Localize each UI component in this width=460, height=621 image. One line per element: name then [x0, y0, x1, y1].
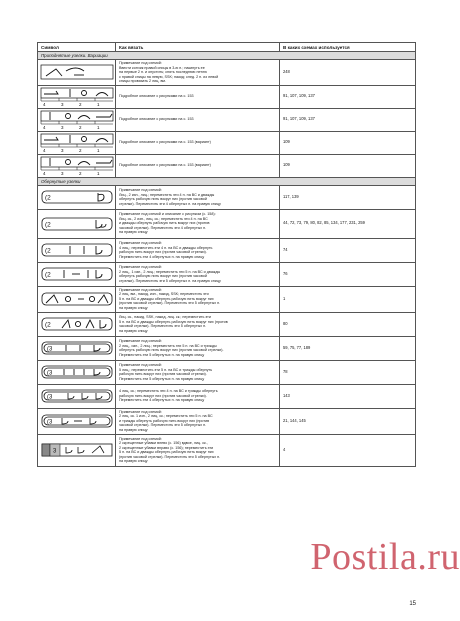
how-line: 4 лиц. ск.; переместить эти 4 п. на ВС и трижды обернуть	[119, 389, 218, 394]
how-line: на правую спицу	[119, 427, 148, 432]
how-line: Примечание под схемой:	[119, 287, 162, 292]
how-line: Примечание под схемой:	[119, 241, 162, 245]
svg-text:(3: (3	[47, 394, 53, 401]
how-line: Примечание под схемой:	[119, 436, 162, 441]
symbol-cell	[38, 238, 116, 262]
symbol-cell	[38, 360, 116, 384]
how-to-knit-cell	[116, 185, 280, 209]
knit-symbol-icon	[40, 110, 113, 130]
how-line: Подробное описание с рисунками на с. 153	[119, 117, 194, 122]
used-in-cell: 21, 144, 145	[280, 408, 416, 434]
table-row	[38, 262, 416, 286]
symbol-cell	[38, 434, 116, 466]
svg-text:(3: (3	[47, 346, 53, 353]
how-to-knit-cell	[116, 108, 280, 131]
how-to-knit-cell	[116, 154, 280, 177]
how-line: Переместить эти 5 обернутых п. на правую спицу	[119, 352, 205, 357]
how-line: 5 п. на ВС и дважды обернуть рабочую нить вокруг них (против	[119, 319, 228, 324]
how-line: Подробное описание с рисунками на с. 153	[119, 94, 194, 99]
how-to-knit-cell	[116, 209, 280, 238]
svg-text:(2: (2	[45, 271, 51, 279]
how-line: на правую спицу	[119, 230, 148, 235]
table-row	[38, 85, 416, 108]
knit-symbol-icon	[40, 412, 113, 430]
how-to-knit-cell	[116, 286, 280, 312]
knit-symbol-icon	[40, 63, 113, 81]
page-number: 15	[409, 601, 416, 607]
knit-symbol-icon	[40, 156, 113, 176]
knit-symbol-icon	[40, 290, 113, 308]
section-title: Приподнятые узелки. Вариации	[38, 52, 416, 60]
how-line: и трижды обернуть рабочую нить вокруг них (против	[119, 418, 210, 423]
how-to-knit-cell	[116, 85, 280, 108]
how-to-knit-cell	[116, 131, 280, 154]
how-line: 4 лиц.; переместить эти 4 п. на ВС и дважды обернуть	[119, 245, 213, 250]
how-line: Переместить эти 4 обернутых п. на правую спицу	[119, 254, 205, 259]
how-line: 2 скрещенные убавки вправо (с. 156); переместить эти	[119, 445, 214, 450]
how-line: Лиц., 2 изн., лиц.; переместить эти 4 п. на ВС и дважды	[119, 192, 215, 197]
how-line: Примечание под схемой:	[119, 265, 162, 269]
how-line: Ввести кончик правой спицы в 3-ю п.; накинуть ее	[119, 65, 205, 70]
how-line: Примечание под схемой и описание с рисунком (с. 158):	[119, 212, 216, 217]
how-line: часовой стрелки). Переместить эти 4 обернутых п.	[119, 225, 207, 230]
used-in-cell: 109	[280, 131, 416, 154]
sym-num-3: 3	[61, 170, 64, 176]
how-line: 2 лиц. ск. 1 изн., 2 лиц. ск.; переместить эти 5 п. на ВС	[119, 414, 213, 419]
knit-symbol-icon	[40, 441, 113, 459]
sym-num-1: 1	[97, 147, 100, 153]
how-line: на правую спицу	[119, 305, 148, 310]
how-to-knit-cell	[116, 312, 280, 336]
svg-text:(2: (2	[45, 247, 51, 255]
table-row	[38, 384, 416, 408]
sym-num-3: 3	[61, 147, 64, 153]
knit-symbol-icon	[40, 363, 113, 381]
how-to-knit-cell	[116, 434, 280, 466]
used-in-cell: 117, 139	[280, 185, 416, 209]
knit-symbol-icon	[40, 188, 113, 206]
used-in-cell: 91, 107, 109, 137	[280, 85, 416, 108]
how-line: часовой стрелки). Переместить эти 5 обернутых п.	[119, 324, 207, 328]
used-in-cell: 44, 72, 73, 79, 80, 82, 85, 134, 177, 231, 259	[280, 209, 416, 238]
symbol-cell	[38, 286, 116, 312]
how-line: рабочую нить вокруг них (против часовой стрелки).	[119, 372, 207, 376]
how-line: обернуть рабочую нить вокруг них (против часовой стрелки).	[119, 348, 224, 352]
table-row	[38, 209, 416, 238]
how-line: 5 п. на ВС и дважды обернуть рабочую нить вокруг них	[119, 450, 214, 454]
table-row	[38, 434, 416, 466]
how-line: Подробное описание с рисунками на с. 153 (вариант)	[119, 163, 211, 168]
sym-num-4: 4	[43, 124, 46, 130]
header-symbol: Символ	[38, 43, 116, 52]
knit-symbol-icon	[40, 133, 113, 153]
table-row	[38, 312, 416, 336]
how-line: стрелки). Переместить эти 4 обернутых п. на правую спицу	[119, 201, 221, 206]
symbol-cell	[38, 384, 116, 408]
table-row	[38, 408, 416, 434]
symbol-cell	[38, 209, 116, 238]
how-line: Переместить эти 4 обернутых п. на правую спицу	[119, 398, 205, 403]
how-line: 2 скрещенные убавки влево (с. 156) вдвое, лиц. ск.,	[119, 441, 208, 445]
used-in-cell: 143	[280, 384, 416, 408]
used-in-cell: 4	[280, 434, 416, 466]
svg-text:(2: (2	[45, 221, 51, 228]
svg-text:(3: (3	[47, 419, 53, 426]
table-row	[38, 154, 416, 177]
sym-num-4: 4	[43, 147, 46, 153]
knit-symbol-icon	[40, 215, 113, 233]
used-in-cell: 109	[280, 154, 416, 177]
svg-text:(2: (2	[45, 194, 51, 202]
used-in-cell: 1	[280, 286, 416, 312]
how-line: Примечание под схемой:	[119, 339, 162, 343]
knit-symbol-icon	[40, 387, 113, 405]
knit-symbol-icon	[40, 241, 113, 259]
knit-symbol-icon	[40, 265, 113, 283]
svg-text:3: 3	[53, 448, 57, 455]
how-line: Примечание под схемой:	[119, 61, 162, 65]
symbol-cell	[38, 262, 116, 286]
used-in-cell: 80	[280, 312, 416, 336]
symbol-cell	[38, 312, 116, 336]
how-line: Лиц. ск., накид, SSK, накид, лиц. ск.; переместить эти	[119, 315, 211, 319]
how-line: рабочую нить вокруг них (против часовой стрелки).	[119, 250, 207, 254]
how-to-knit-cell	[116, 360, 280, 384]
table-row	[38, 286, 416, 312]
section-row-wrapped-knots	[38, 177, 416, 185]
used-in-cell: 91, 107, 109, 137	[280, 108, 416, 131]
table-row	[38, 131, 416, 154]
how-to-knit-cell	[116, 60, 280, 86]
knit-symbol-icon	[40, 315, 113, 333]
watermark: Postila.ru	[310, 536, 460, 578]
section-row-raised-knots	[38, 52, 416, 60]
symbol-cell	[38, 108, 116, 131]
used-in-cell: 74	[280, 238, 416, 262]
how-line: Примечание под схемой:	[119, 363, 162, 367]
sym-num-2: 2	[79, 101, 82, 107]
sym-num-2: 2	[79, 170, 82, 176]
how-to-knit-cell	[116, 238, 280, 262]
how-line: спицы провязать 2 лиц. вм.	[119, 79, 166, 83]
how-line: 5 п. на ВС и дважды обернуть рабочую нить вокруг них	[119, 296, 214, 301]
table-row	[38, 238, 416, 262]
table-row	[38, 60, 416, 86]
how-line: обернуть рабочую нить вокруг них (против часовой	[119, 274, 207, 278]
how-line: Лиц. ск., 2 изн., лиц. ск.; переместить эти 4 п. на ВС	[119, 216, 208, 221]
symbol-cell	[38, 336, 116, 360]
header-how-to-knit: Как вязать	[116, 43, 280, 52]
used-in-cell: 78	[280, 360, 416, 384]
table-row	[38, 108, 416, 131]
used-in-cell: 59, 75, 77, 189	[280, 336, 416, 360]
how-line: (против часовой стрелки). Переместить эти 5 обернутых п.	[119, 454, 221, 459]
sym-num-3: 3	[61, 124, 64, 130]
how-line: стрелки). Переместить эти 5 обернутых п. на правую спицу	[119, 278, 221, 283]
how-line: Примечание под схемой:	[119, 409, 162, 414]
symbol-cell	[38, 60, 116, 86]
how-line: на правую спицу	[119, 328, 148, 333]
symbol-cell	[38, 131, 116, 154]
header-used-in-charts: В каких схемах используется	[280, 43, 416, 52]
symbol-cell	[38, 85, 116, 108]
sym-num-1: 1	[97, 124, 100, 130]
sym-num-1: 1	[97, 101, 100, 107]
how-to-knit-cell	[116, 336, 280, 360]
how-to-knit-cell	[116, 384, 280, 408]
symbol-cell	[38, 185, 116, 209]
how-line: 2 лиц. вм., накид, изн., накид, SSK; переместить эти	[119, 292, 209, 297]
table-header-row	[38, 43, 416, 52]
svg-text:(3: (3	[47, 370, 53, 377]
used-in-cell: 248	[280, 60, 416, 86]
section-title: Обернутые узелки	[38, 177, 416, 185]
table-row	[38, 185, 416, 209]
how-line: с правой спицы на левую, SSK; накид; след. 2 п. из левой	[119, 74, 219, 79]
how-line: на правую спицу	[119, 459, 148, 463]
how-line: на первые 2 п. и опустить; снять последнюю петлю	[119, 70, 207, 74]
sym-num-4: 4	[43, 170, 46, 176]
sym-num-2: 2	[79, 147, 82, 153]
sym-num-1: 1	[97, 170, 100, 176]
how-to-knit-cell	[116, 262, 280, 286]
how-line: Переместить эти 5 обернутых п. на правую спицу	[119, 376, 205, 381]
sym-num-3: 3	[61, 101, 64, 107]
sym-num-4: 4	[43, 101, 46, 107]
how-to-knit-cell	[116, 408, 280, 434]
table-row	[38, 360, 416, 384]
how-line: обернуть рабочую нить вокруг них (против часовой	[119, 197, 207, 201]
how-line: Подробное описание с рисунками на с. 153 (вариант)	[119, 140, 211, 145]
knit-symbol-icon	[40, 339, 113, 357]
svg-text:(2: (2	[45, 321, 51, 329]
used-in-cell: 76	[280, 262, 416, 286]
how-line: (против часовой стрелки). Переместить эти 5 обернутых п.	[119, 301, 221, 306]
symbol-cell	[38, 154, 116, 177]
how-line: и дважды обернуть рабочую нить вокруг них (против	[119, 221, 210, 226]
how-line: 2 лиц., изн., 2 лиц.; переместить эти 5 п. на ВС и трижды	[119, 343, 217, 348]
how-line: 5 лиц.; переместить эти 5 п. на ВС и трижды обернуть	[119, 367, 213, 372]
symbols-table	[37, 42, 416, 467]
how-line: часовой стрелки). Переместить эти 5 обернутых п.	[119, 423, 207, 428]
symbol-cell	[38, 408, 116, 434]
how-line: рабочую нить вокруг них (против часовой стрелки).	[119, 393, 207, 398]
knit-symbol-icon	[40, 87, 113, 107]
sym-num-2: 2	[79, 124, 82, 130]
table-row	[38, 336, 416, 360]
how-line: 2 лиц., 1 изн., 2 лиц.; переместить эти 5 п. на ВС и дважды	[119, 269, 221, 274]
how-line: Примечание под схемой:	[119, 188, 162, 192]
